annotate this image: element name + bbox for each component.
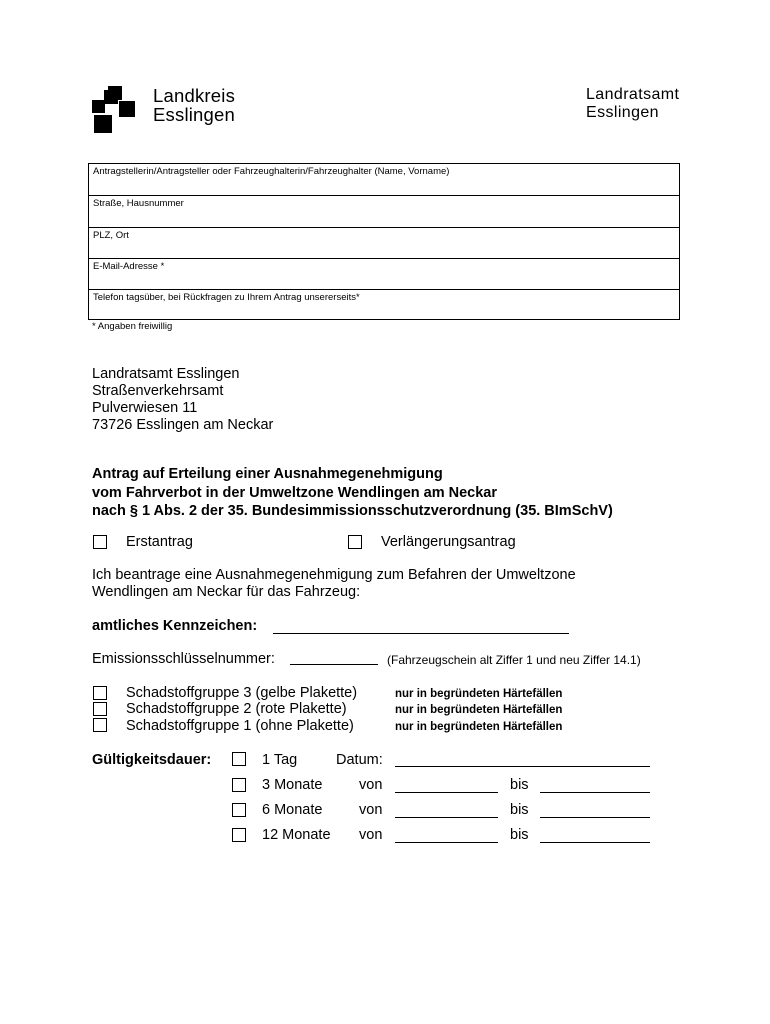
pollutant-group-note: nur in begründeten Härtefällen: [395, 704, 563, 716]
validity-to-input-line[interactable]: [540, 777, 650, 793]
pollutant-group-label: Schadstoffgruppe 3 (gelbe Plakette): [126, 685, 358, 701]
validity-duration: 12 Monate: [262, 827, 331, 843]
validity-from-input-line[interactable]: [395, 802, 498, 818]
pollutant-group-label: Schadstoffgruppe 1 (ohne Plakette): [126, 718, 354, 734]
validity-date-input-line[interactable]: [395, 751, 650, 767]
verlaengerungsantrag-checkbox[interactable]: [348, 535, 362, 549]
plate-input-line[interactable]: [273, 618, 569, 634]
validity-12-monate-checkbox[interactable]: [232, 828, 246, 842]
schadstoffgruppe-1-checkbox[interactable]: [93, 718, 107, 732]
logo-text: [153, 86, 235, 124]
pollutant-group-note: nur in begründeten Härtefällen: [395, 688, 563, 700]
validity-duration: 3 Monate: [262, 777, 323, 793]
validity-6-monate-checkbox[interactable]: [232, 803, 246, 817]
validity-duration: 6 Monate: [262, 802, 323, 818]
validity-from-label: von: [359, 802, 383, 818]
validity-1-tag-checkbox[interactable]: [232, 752, 246, 766]
validity-3-monate-checkbox[interactable]: [232, 778, 246, 792]
validity-to-label: bis: [510, 802, 529, 818]
request-statement: [92, 567, 576, 601]
title-line: nach § 1 Abs. 2 der 35. Bundesimmissionsschutzverordnung (35. BImSchV): [92, 503, 613, 519]
plate-label: amtliches Kennzeichen:: [92, 618, 258, 634]
validity-to-label: bis: [510, 777, 529, 793]
recipient-address: [92, 366, 273, 434]
field-label: Telefon tagsüber, bei Rückfragen zu Ihrem Antrag unsererseits*: [93, 292, 360, 303]
schadstoffgruppe-2-checkbox[interactable]: [93, 702, 107, 716]
logo-square: [119, 101, 135, 117]
logo-square: [92, 100, 105, 113]
field-label: Straße, Hausnummer: [93, 198, 184, 209]
schadstoffgruppe-3-checkbox[interactable]: [93, 686, 107, 700]
street-field[interactable]: [89, 195, 679, 227]
emission-input-line[interactable]: [290, 650, 378, 665]
office-name: [586, 86, 679, 122]
office-line-2: Esslingen: [586, 104, 659, 121]
email-field[interactable]: [89, 258, 679, 289]
validity-to-label: bis: [510, 827, 529, 843]
field-label: E-Mail-Adresse *: [93, 261, 165, 272]
title-line: vom Fahrverbot in der Umweltzone Wendlingen am Neckar: [92, 484, 498, 501]
field-label: Antragstellerin/Antragsteller oder Fahrzeughalterin/Fahrzeughalter (Name, Vorname): [93, 166, 450, 177]
field-label: PLZ, Ort: [93, 230, 129, 241]
validity-duration: 1 Tag: [262, 752, 298, 768]
pollutant-group-note: nur in begründeten Härtefällen: [395, 721, 563, 733]
logo-line-1: Landkreis: [153, 85, 236, 106]
emission-hint: (Fahrzeugschein alt Ziffer 1 und neu Ziffer 14.1): [387, 653, 641, 667]
validity-from-label: von: [359, 827, 383, 843]
logo-square: [108, 86, 122, 100]
statement-line: Wendlingen am Neckar für das Fahrzeug:: [92, 584, 361, 600]
office-line-1: Landratsamt: [586, 86, 680, 103]
validity-date-label: Datum:: [336, 752, 383, 768]
erstantrag-label: Erstantrag: [126, 534, 193, 550]
validity-from-input-line[interactable]: [395, 827, 498, 843]
erstantrag-checkbox[interactable]: [93, 535, 107, 549]
footnote: * Angaben freiwillig: [92, 321, 173, 332]
recipient-line: 73726 Esslingen am Neckar: [92, 417, 274, 433]
recipient-line: Straßenverkehrsamt: [92, 383, 224, 399]
validity-to-input-line[interactable]: [540, 802, 650, 818]
recipient-line: Landratsamt Esslingen: [92, 366, 240, 382]
title-line: Antrag auf Erteilung einer Ausnahmegenehmigung: [92, 466, 443, 482]
validity-from-label: von: [359, 777, 383, 793]
logo-square: [94, 115, 112, 133]
recipient-line: Pulverwiesen 11: [92, 400, 198, 416]
statement-line: Ich beantrage eine Ausnahmegenehmigung zum Befahren der Umweltzone: [92, 567, 576, 583]
zip-city-field[interactable]: [89, 227, 679, 258]
emission-label: Emissionsschlüsselnummer:: [92, 651, 275, 667]
phone-field[interactable]: [89, 289, 679, 320]
applicant-name-field[interactable]: [89, 164, 679, 195]
pollutant-group-label: Schadstoffgruppe 2 (rote Plakette): [126, 701, 347, 717]
validity-from-input-line[interactable]: [395, 777, 498, 793]
verlaengerungsantrag-label: Verlängerungsantrag: [381, 534, 516, 550]
form-title: [92, 465, 613, 521]
validity-label: Gültigkeitsdauer:: [92, 752, 212, 768]
validity-to-input-line[interactable]: [540, 827, 650, 843]
logo-line-2: Esslingen: [153, 104, 236, 125]
applicant-box: [88, 163, 680, 320]
